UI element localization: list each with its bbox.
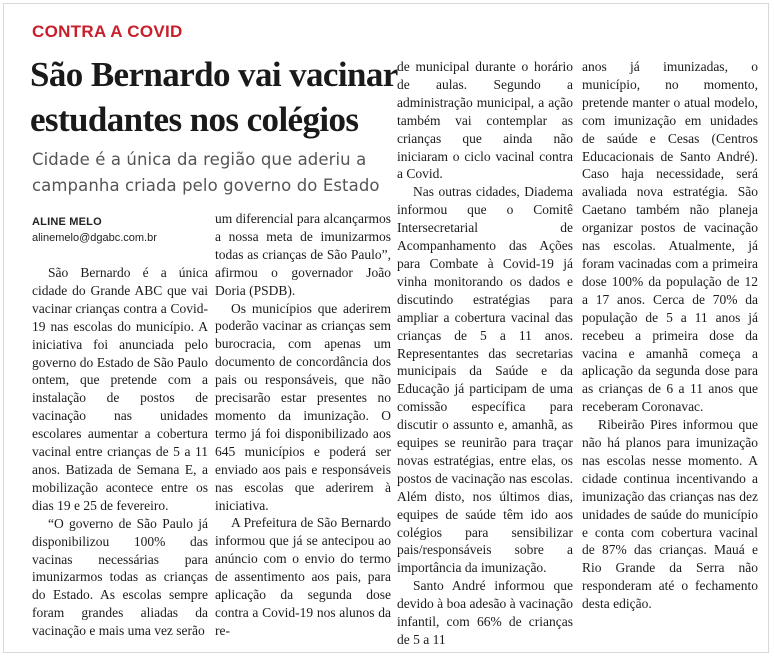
- paragraph: anos já imunizadas, o município, no momento, pretende manter o atual modelo, com imunização em unidades de saúde e Cesas (Centros Educacionais de Santo André). Caso haja necessidade, será avaliada nova estratégia. São Caetano também não planeja organizar postos de vacinação nas escolas. Atualmente, já foram vacinadas com a primeira dose 100% da população de 12 a 17 anos. Cerca de 70% da população de 5 a 11 anos já recebeu a primeira dose da vacina e amanhã começa a aplicação da segunda dose para as crianças de 6 a 11 anos que receberam Coronavac.: [582, 59, 758, 415]
- section-label: CONTRA A COVID: [32, 22, 183, 41]
- paragraph: Nas outras cidades, Diadema informou que o Comitê Intersecretarial de Acompanhamento das Ações para Combate à Covid-19 já vinha monitorando os dados e discutindo estratégias para ampliar a cobertura vacinal das crianças de 5 a 11 anos. Representantes das secretarias municipais da Saúde e da Educação já participam de uma comissão específica para discutir o assunto e, amanhã, as equipes se reunirão para traçar novas estratégias, entre elas, os postos de vacinação nas escolas. Além disto, nos últimos dias, equipes de saúde têm ido aos colégios para sensibilizar pais/responsáveis sobre a importância da imunização.: [397, 184, 573, 576]
- author-email: alinemelo@dgabc.com.br: [32, 232, 157, 244]
- paragraph: de municipal durante o horário de aulas. Segundo a administração municipal, a ação também vai contemplar as crianças que ainda não iniciaram o ciclo vacinal contra a Covid.: [397, 59, 573, 182]
- paragraph: Os municípios que aderirem poderão vacinar as crianças sem burocracia, com apenas um documento de concordância dos pais ou responsáveis, que não precisarão estar presentes no momento da imunização. O termo já foi disponibilizado aos 645 municípios e poderá ser enviado aos pais e responsáveis nas escolas que aderirem à iniciativa.: [215, 300, 391, 513]
- article-column-3: [397, 58, 573, 647]
- paragraph: um diferencial para alcançarmos a nossa meta de imunizarmos todas as crianças de São Paulo”, afirmou o governador João Doria (PSDB).: [215, 211, 391, 298]
- paragraph: A Prefeitura de São Bernardo informou que já se antecipou ao anúncio com o envio do termo de assentimento aos pais, para aplicação da segunda dose contra a Covid-19 nos alunos da re-: [215, 515, 391, 638]
- article-column-4: [582, 58, 758, 634]
- author-name: ALINE MELO: [32, 216, 102, 228]
- article-column-2: [215, 210, 391, 638]
- paragraph: “O governo de São Paulo já disponibilizou 100% das vacinas necessárias para imunizarmos todas as crianças do Estado. As escolas sempre foram grandes aliadas da vacinação e mais uma vez serão: [32, 515, 208, 639]
- paragraph: Santo André informou que devido à boa adesão à vacinação infantil, com 66% de crianças de 5 a 11: [397, 578, 573, 647]
- paragraph: Ribeirão Pires informou que não há planos para imunização nas escolas nesse momento. A cidade continua incentivando a imunização das crianças nas dez unidades de saúde do município e conta com cobertura vacinal de 87% das crianças. Mauá e Rio Grande da Serra não responderam até o fechamento desta edição.: [582, 417, 758, 612]
- paragraph: São Bernardo é a única cidade do Grande ABC que vai vacinar crianças contra a Covid-19 nas escolas do município. A iniciativa foi anunciada pelo governo do Estado de São Paulo ontem, que pretende com a instalação de postos de vacinação nas unidades escolares aumentar a cobertura vacinal entre crianças de 5 a 11 anos. Batizada de Semana E, a mobilização acontece entre os dias 19 e 25 de fevereiro.: [32, 265, 208, 513]
- article-column-1: [32, 264, 208, 639]
- headline: São Bernardo vai vacinar estudantes nos colégios: [30, 55, 398, 139]
- subheadline: Cidade é a única da região que aderiu a campanha criada pelo governo do Estado: [32, 150, 380, 195]
